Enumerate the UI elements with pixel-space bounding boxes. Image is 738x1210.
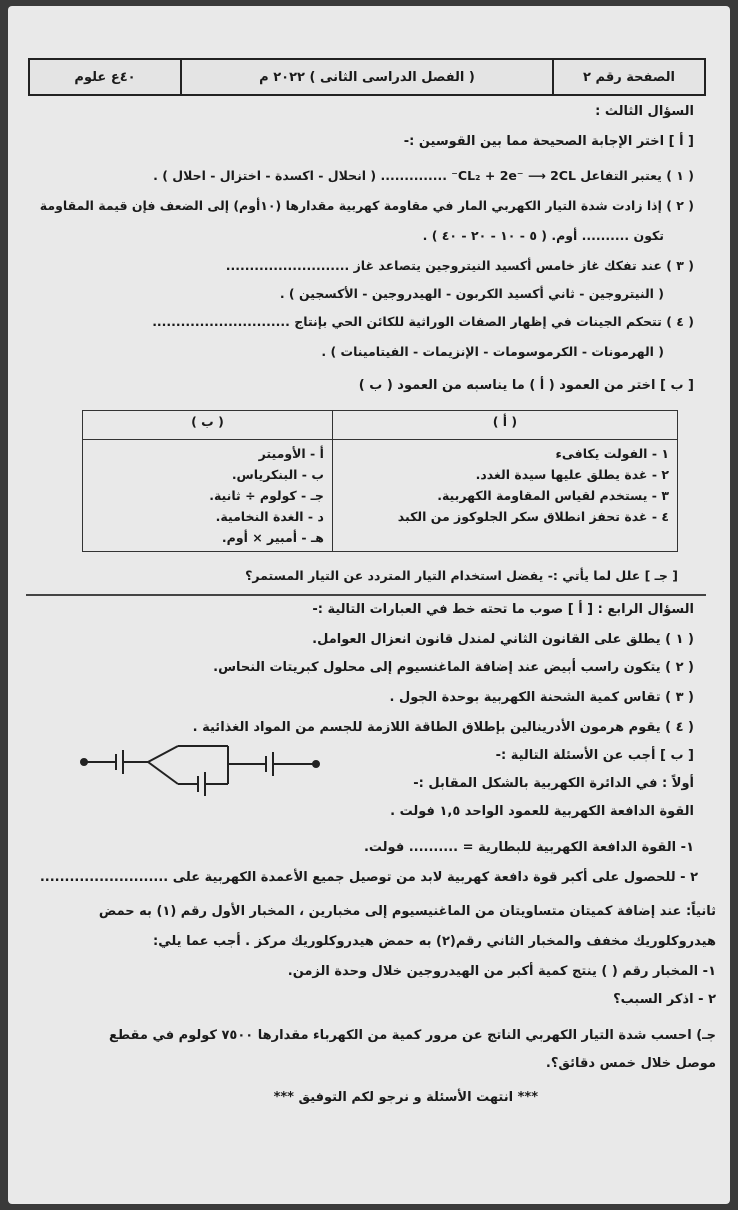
q3-item-2-cont: تكون .......... أوم. ( ٥ - ١٠ - ٢٠ - ٤٠ ) . <box>422 228 664 243</box>
q3-a-title: [ أ ] اختر الإجابة الصحيحة مما بين القوسين :- <box>403 134 694 149</box>
column-a-item: ٣ - يستخدم لقياس المقاومة الكهربية. <box>437 488 669 503</box>
column-b-item: أ - الأوميتر <box>258 446 324 461</box>
q4-second-2: هيدروكلوريك مخفف والمخبار الثاني رقم(٢) به حمض هيدروكلوريك مركز . أجب عما يلي: <box>153 934 716 949</box>
term-label: ( الفصل الدراسى الثانى ) ٢٠٢٢ م <box>180 60 552 94</box>
section-divider <box>26 594 706 596</box>
subject-label: ٤٠ع علوم <box>74 69 136 85</box>
q4-item-4: ( ٤ ) يقوم هرمون الأدرينالين بإطلاق الطاقة اللازمة للجسم من المواد الغذائية . <box>192 720 694 735</box>
q4-item-3: ( ٣ ) تقاس كمية الشحنة الكهربية بوحدة الجول . <box>389 690 694 705</box>
q4-s2: ٢ - اذكر السبب؟ <box>613 992 716 1007</box>
column-a <box>332 440 677 552</box>
page-header <box>28 58 706 96</box>
q3-b-title: [ ب ] اختر من العمود ( أ ) ما يناسبه من العمود ( ب ) <box>358 378 694 393</box>
q4-b-title: [ ب ] أجب عن الأسئلة التالية :- <box>495 748 694 763</box>
column-b-header: ( ب ) <box>83 411 333 440</box>
circuit-diagram <box>78 740 328 800</box>
q4-emf-note: القوة الدافعة الكهربية للعمود الواحد ١,٥ فولت . <box>390 804 694 819</box>
q4-second-1: ثانياً: عند إضافة كميتان متساويتان من الماغنيسيوم إلى مخبارين ، المخبار الأول رقم (١) به حمض <box>98 904 716 919</box>
q3-item-2: ( ٢ ) إذا زادت شدة التيار الكهربي المار في مقاومة كهربية مقدارها (١٠أوم) إلى الضعف فإن قيمة المقاومة <box>39 198 694 213</box>
column-a-item: ٢ - غدة يطلق عليها سيدة الغدد. <box>475 467 669 482</box>
column-b-item: ب - البنكرياس. <box>231 467 324 482</box>
q3-item-3-choices: ( النيتروجين - ثاني أكسيد الكربون - الهيدروجين - الأكسجين ) . <box>279 286 664 301</box>
q4-c-2: موصل خلال خمس دقائق؟. <box>545 1056 716 1071</box>
column-b-item: د - الغدة النخامية. <box>215 509 324 524</box>
column-a-item: ٤ - غدة تحفز انطلاق سكر الجلوكوز من الكبد <box>397 509 669 524</box>
q3-item-4-choices: ( الهرمونات - الكرموسومات - الإنزيمات - الفيتامينات ) . <box>321 344 664 359</box>
q3-item-1: ( ١ ) يعتبر التفاعل CL₂ + 2e⁻ ⟶ 2CL⁻ .............. ( انحلال - اكسدة - اختزال - احلال ) . <box>153 168 694 183</box>
column-b-item: جـ - كولوم ÷ ثانية. <box>209 488 324 503</box>
matching-table <box>82 410 678 552</box>
q4-sub-2: ٢ - للحصول على أكبر قوة دافعة كهربية لابد من توصيل جميع الأعمدة الكهربية على .......................... <box>39 870 698 885</box>
q4-item-1: ( ١ ) يطلق على القانون الثاني لمندل قانون انعزال العوامل. <box>312 632 694 647</box>
q3-item-3: ( ٣ ) عند تفكك غاز خامس أكسيد النيتروجين يتصاعد غاز .......................... <box>225 258 694 273</box>
page-number: الصفحة رقم ٢ <box>552 60 704 94</box>
q3-item-4: ( ٤ ) تتحكم الجينات في إظهار الصفات الوراثية للكائن الحي بإنتاج ............................. <box>152 314 694 329</box>
column-a-header: ( أ ) <box>332 411 677 440</box>
q4-c-1: جـ) احسب شدة التيار الكهربي الناتج عن مرور كمية من الكهرباء مقدارها ٧٥٠٠ كولوم في مقطع <box>109 1028 716 1043</box>
q4-title: السؤال الرابع : [ أ ] صوب ما تحته خط في العبارات التالية :- <box>312 602 694 617</box>
q4-item-2: ( ٢ ) يتكون راسب أبيض عند إضافة الماغنسيوم إلى محلول كبريتات النحاس. <box>213 660 694 675</box>
column-b-item: هـ - أمبير × أوم. <box>221 530 324 545</box>
footer-note: *** انتهت الأسئلة و نرجو لكم التوفيق *** <box>273 1090 538 1105</box>
q4-first: أولاً : في الدائرة الكهربية بالشكل المقابل :- <box>413 776 694 791</box>
q3-title: السؤال الثالث : <box>595 104 694 119</box>
column-b <box>83 440 333 552</box>
q4-sub-1: ١- القوة الدافعة الكهربية للبطارية = .......... فولت. <box>363 840 694 855</box>
column-a-item: ١ - الفولت يكافىء <box>555 446 669 461</box>
q4-s1: ١- المخبار رقم ( ) ينتج كمية أكبر من الهيدروجين خلال وحدة الزمن. <box>287 964 716 979</box>
q3-c-title: [ جـ ] علل لما يأتي :- يفضل استخدام التيار المتردد عن التيار المستمر؟ <box>245 568 678 583</box>
